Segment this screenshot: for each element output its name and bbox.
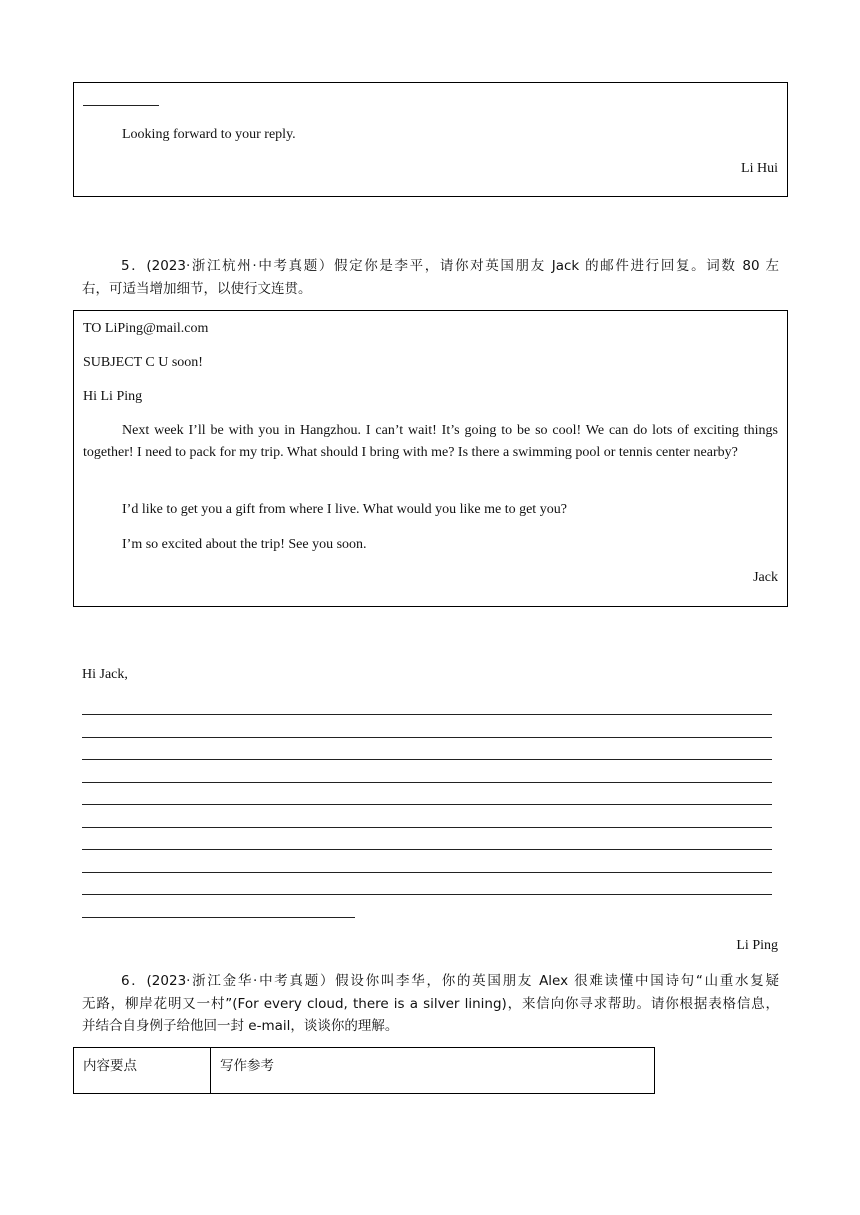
writing-line	[82, 827, 772, 828]
q6-prompt-line1: 6．(2023·浙江金华·中考真题）假设你叫李华，你的英国朋友 Alex 很难读懂中国诗句“山重水复疑	[121, 973, 779, 989]
writing-line	[82, 714, 772, 715]
writing-line	[82, 872, 772, 873]
reply-signature: Li Ping	[736, 938, 778, 953]
email-paragraph-3: I’m so excited about the trip! See you soon.	[122, 537, 367, 552]
table-header-writing-reference: 写作参考	[220, 1058, 274, 1074]
email-box	[73, 310, 788, 607]
email-subject: SUBJECT C U soon!	[83, 355, 203, 370]
writing-line	[82, 894, 772, 895]
closing-line: Looking forward to your reply.	[122, 127, 296, 142]
writing-line	[82, 737, 772, 738]
table-header-content-points: 内容要点	[83, 1058, 137, 1074]
content-table	[73, 1047, 655, 1094]
table-header-cell-1	[74, 1048, 211, 1093]
table-header-cell-2	[211, 1048, 654, 1093]
email-paragraph-1: Next week I’ll be with you in Hangzhou. I can’t wait! It’s going to be so cool! We can do lots of exciting things together! I need to pack for my trip. What should I bring with me? Is there a swimming pool or tennis center nearby?	[83, 423, 778, 460]
email-signature: Jack	[753, 570, 778, 585]
email-paragraph-2: I’d like to get you a gift from where I live. What would you like me to get you?	[122, 502, 567, 517]
q5-prompt-line2: 右，可适当增加细节，以使行文连贯。	[82, 281, 312, 297]
answer-blank-line	[83, 105, 159, 106]
reply-greeting: Hi Jack,	[82, 667, 128, 682]
writing-line	[82, 782, 772, 783]
email-greeting: Hi Li Ping	[83, 389, 143, 404]
writing-line	[82, 804, 772, 805]
signature-li-hui: Li Hui	[741, 161, 778, 176]
writing-line-short	[82, 917, 355, 918]
q6-prompt-line3: 并结合自身例子给他回一封 e-mail，谈谈你的理解。	[82, 1018, 399, 1034]
q6-prompt-line2: 无路，柳岸花明又一村”(For every cloud, there is a silver lining)，来信向你寻求帮助。请你根据表格信息，	[82, 996, 779, 1012]
writing-line	[82, 759, 772, 760]
writing-line	[82, 849, 772, 850]
q5-prompt-line1: 5．(2023·浙江杭州·中考真题）假定你是李平，请你对英国朋友 Jack 的邮件进行回复。词数 80 左	[121, 258, 779, 274]
letter-box-previous	[73, 82, 788, 197]
email-to: TO LiPing@mail.com	[83, 321, 209, 336]
